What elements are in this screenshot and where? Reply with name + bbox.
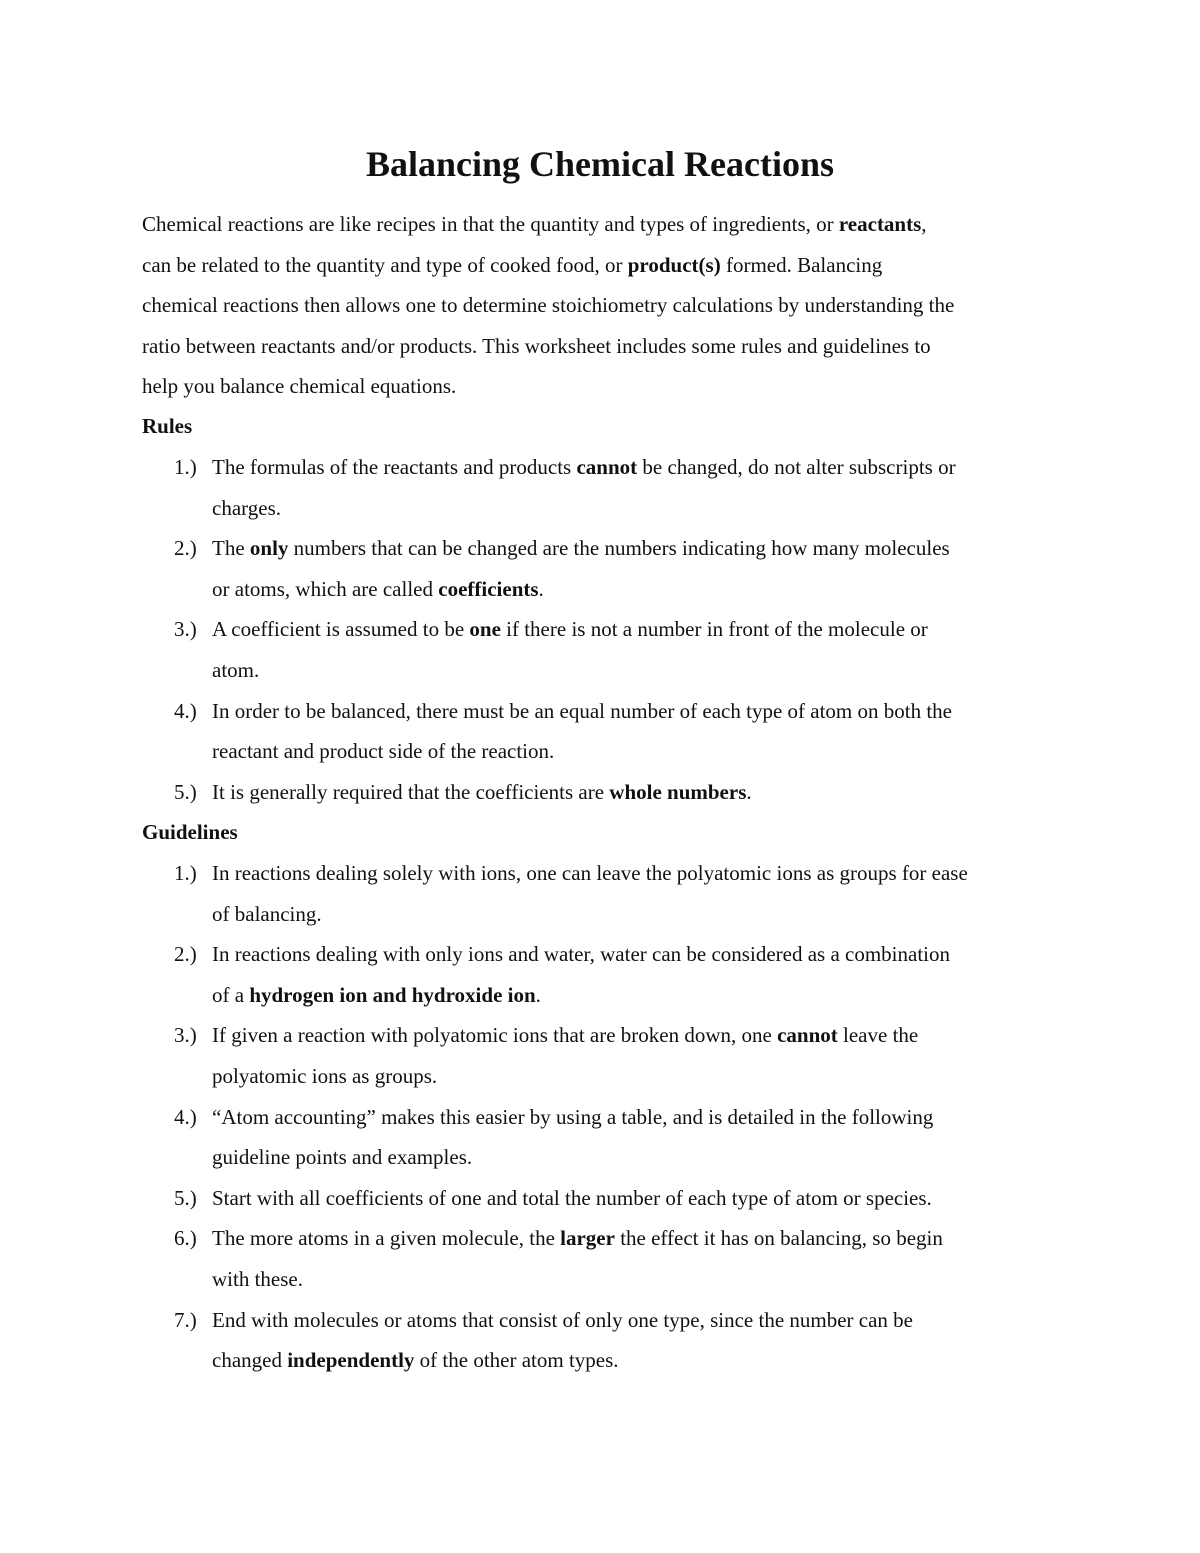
guideline-item-line: The more atoms in a given molecule, the larger the effect it has on balancing, so begin	[212, 1226, 943, 1251]
rules-list	[142, 447, 1082, 812]
guideline-item-line: of balancing.	[212, 901, 322, 926]
bold-term: product(s)	[627, 252, 721, 277]
guideline-item-line: Start with all coefficients of one and total the number of each type of atom or species.	[212, 1185, 932, 1210]
guideline-item	[142, 1097, 1082, 1178]
intro-paragraph	[142, 204, 1072, 407]
rule-item-line: reactant and product side of the reaction.	[212, 739, 555, 764]
guideline-item	[142, 1300, 1082, 1381]
rule-item-line: atom.	[212, 657, 260, 682]
guideline-item-line: guideline points and examples.	[212, 1145, 473, 1170]
intro-line: chemical reactions then allows one to determine stoichiometry calculations by understanding the	[142, 293, 955, 318]
guideline-item-number: 7.)	[174, 1307, 197, 1332]
guideline-item-line: “Atom accounting” makes this easier by using a table, and is detailed in the following	[212, 1104, 934, 1129]
bold-term: hydrogen ion and hydroxide ion	[249, 982, 536, 1007]
bold-term: coefficients	[438, 576, 539, 601]
rule-item-line: The formulas of the reactants and products cannot be changed, do not alter subscripts or	[212, 455, 956, 479]
rule-item-number: 2.)	[174, 536, 197, 561]
intro-line: Chemical reactions are like recipes in that the quantity and types of ingredients, or reactants,	[142, 212, 927, 236]
guideline-item	[142, 853, 1082, 934]
rule-item	[142, 691, 1082, 772]
guideline-item-line: of a hydrogen ion and hydroxide ion.	[212, 982, 541, 1007]
guideline-item	[142, 1178, 1082, 1219]
rule-item-line: charges.	[212, 495, 281, 520]
guideline-item-number: 5.)	[174, 1185, 197, 1210]
guideline-item-line: changed independently of the other atom types.	[212, 1348, 619, 1373]
guideline-item-line: In reactions dealing with only ions and water, water can be considered as a combination	[212, 942, 950, 967]
guideline-item-number: 1.)	[174, 861, 197, 885]
guidelines-heading: Guidelines	[142, 820, 238, 844]
rule-item-line: The only numbers that can be changed are the numbers indicating how many molecules	[212, 536, 950, 561]
intro-line: ratio between reactants and/or products. This worksheet includes some rules and guidelines to	[142, 333, 931, 358]
rule-item	[142, 447, 1082, 528]
guidelines-list	[142, 853, 1082, 1381]
guideline-item-number: 3.)	[174, 1023, 197, 1048]
rule-item-number: 5.)	[174, 779, 197, 804]
page-title: Balancing Chemical Reactions	[366, 144, 834, 184]
bold-term: cannot	[777, 1023, 838, 1048]
guideline-item-line: polyatomic ions as groups.	[212, 1063, 438, 1088]
guideline-item-line: If given a reaction with polyatomic ions that are broken down, one cannot leave the	[212, 1023, 919, 1048]
bold-term: only	[249, 536, 289, 561]
intro-line: can be related to the quantity and type of cooked food, or product(s) formed. Balancing	[142, 252, 883, 277]
guideline-item-number: 2.)	[174, 942, 197, 967]
bold-term: larger	[560, 1226, 615, 1251]
guideline-item-line: End with molecules or atoms that consist of only one type, since the number can be	[212, 1307, 913, 1332]
rules-heading: Rules	[142, 414, 193, 438]
rule-item-number: 4.)	[174, 698, 197, 723]
guideline-item-number: 4.)	[174, 1104, 197, 1129]
bold-term: independently	[287, 1348, 415, 1373]
rule-item	[142, 609, 1082, 690]
guideline-item	[142, 934, 1082, 1015]
guideline-item-line: with these.	[212, 1266, 303, 1291]
rule-item	[142, 772, 1082, 813]
guideline-item-number: 6.)	[174, 1226, 197, 1251]
guideline-item-line: In reactions dealing solely with ions, one can leave the polyatomic ions as groups for ease	[212, 861, 968, 885]
intro-line: help you balance chemical equations.	[142, 374, 457, 399]
rule-item-line: A coefficient is assumed to be one if there is not a number in front of the molecule or	[212, 617, 928, 642]
rule-item-number: 1.)	[174, 455, 197, 479]
bold-term: whole numbers	[609, 779, 747, 804]
bold-term: reactants	[838, 212, 922, 236]
bold-term: cannot	[576, 455, 638, 479]
rule-item-line: In order to be balanced, there must be an equal number of each type of atom on both the	[212, 698, 952, 723]
bold-term: one	[469, 617, 501, 642]
rule-item-line: It is generally required that the coefficients are whole numbers.	[212, 779, 752, 804]
guideline-item	[142, 1015, 1082, 1096]
rule-item-number: 3.)	[174, 617, 197, 642]
rule-item	[142, 528, 1082, 609]
rule-item-line: or atoms, which are called coefficients.	[212, 576, 544, 601]
guideline-item	[142, 1218, 1082, 1299]
